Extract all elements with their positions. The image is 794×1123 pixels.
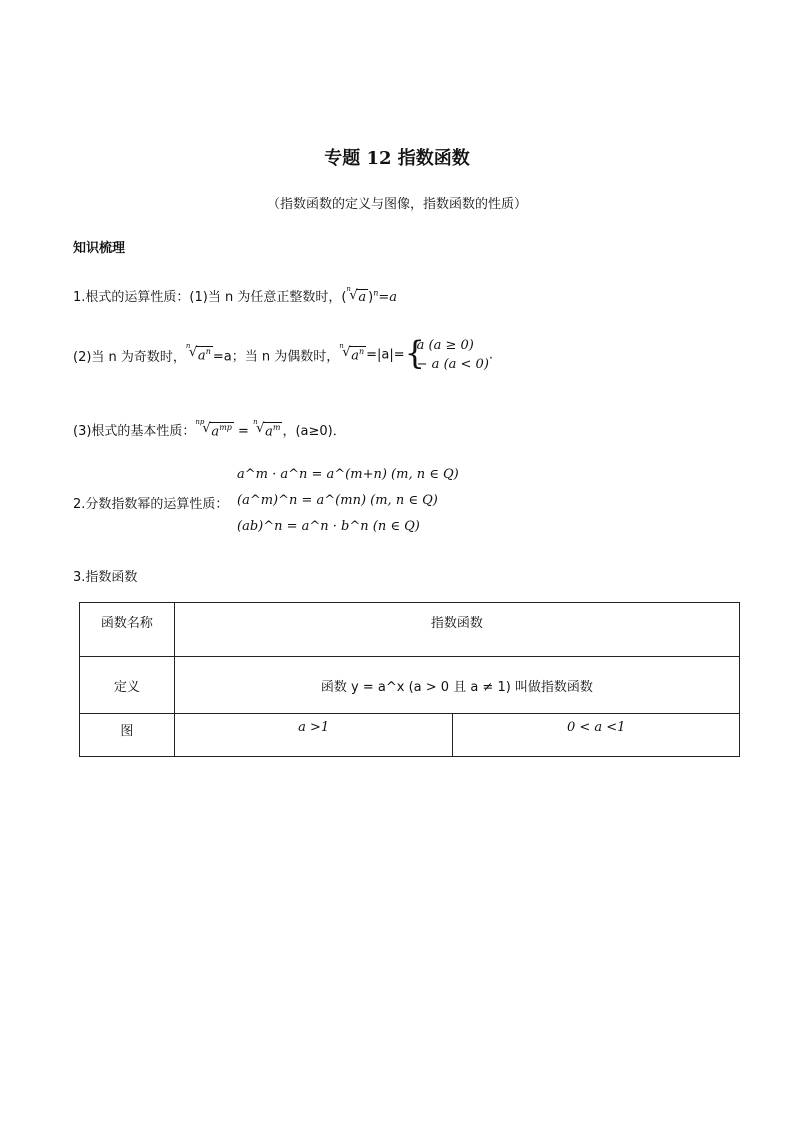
lhs-root: np √ $a^{mp}$ [195, 417, 232, 439]
exp-rule-2: (a^m)^n = a^(mn) (m, n ∈ Q) [237, 493, 438, 508]
table-row [80, 657, 740, 714]
graph-label-cell: 图 [80, 714, 175, 757]
header-name-cell: 函数名称 [80, 603, 175, 657]
odd-power: n [205, 347, 211, 357]
result: =a [378, 290, 398, 305]
exponential-function-label: 3.指数函数 [73, 570, 138, 585]
odd-result: =a；当 n 为偶数时， [212, 349, 340, 365]
exponential-function-table [79, 602, 740, 757]
graph-case-a-lt-1: 0 < a <1 [453, 714, 740, 757]
power: n [373, 288, 379, 298]
root-index: n [346, 285, 351, 293]
even-root-expression: n √ $a^n$ [339, 342, 365, 364]
case-negative: − a (a < 0) [416, 357, 489, 372]
page-subtitle: （指数函数的定义与图像，指数函数的性质） [266, 197, 527, 212]
radical-property-1-label: 1.根式的运算性质：(1)当 n 为任意正整数时，( [73, 290, 347, 305]
graph-case-a-gt-1: a >1 [174, 714, 453, 757]
table-row [80, 603, 740, 657]
radical-property-2 [73, 336, 493, 374]
even-result: =|a|= [366, 347, 405, 363]
page-title: 专题 12 指数函数 [324, 148, 470, 169]
rhs-index: n [253, 417, 258, 426]
radical-property-3-label: (3)根式的基本性质： [73, 424, 196, 439]
radical-property-3 [73, 417, 346, 439]
close-paren: ) [368, 290, 374, 305]
lhs-radicand: a [211, 424, 220, 439]
lhs-power: mp [219, 422, 232, 432]
condition: ，(a≥0)． [282, 424, 346, 439]
fractional-exponent-label: 2.分数指数幂的运算性质： [73, 497, 229, 512]
odd-radicand: a [197, 348, 206, 364]
radical-property-1 [73, 286, 397, 305]
lhs-index: np [195, 417, 205, 426]
equals: = [233, 424, 254, 439]
section-heading: 知识梳理 [73, 241, 126, 256]
piecewise-cases: { a (a ≥ 0) − a (a < 0) [404, 334, 489, 372]
rhs-power: m [272, 422, 281, 432]
end-punct: . [488, 347, 494, 363]
rhs-root: n √ $a^m$ [253, 417, 281, 439]
exp-rule-1: a^m · a^n = a^(m+n) (m, n ∈ Q) [237, 467, 459, 482]
radical-property-2-label: (2)当 n 为奇数时， [73, 349, 186, 365]
odd-root-index: n [185, 342, 191, 351]
even-radicand: a [351, 348, 359, 364]
odd-root-expression: n √ $a^n$ [185, 342, 211, 364]
definition-value-cell: 函数 y = a^x (a > 0 且 a ≠ 1) 叫做指数函数 [174, 657, 739, 714]
exp-rule-3: (ab)^n = a^n · b^n (n ∈ Q) [237, 519, 420, 534]
radical-expression: n √ a [346, 285, 367, 305]
radicand: a [358, 290, 367, 305]
case-nonnegative: a (a ≥ 0) [416, 338, 474, 353]
header-value-cell: 指数函数 [174, 603, 739, 657]
even-power: n [358, 347, 365, 357]
definition-label-cell: 定义 [80, 657, 175, 714]
rhs-radicand: a [265, 424, 273, 439]
table-row [80, 714, 740, 757]
even-root-index: n [339, 342, 344, 351]
